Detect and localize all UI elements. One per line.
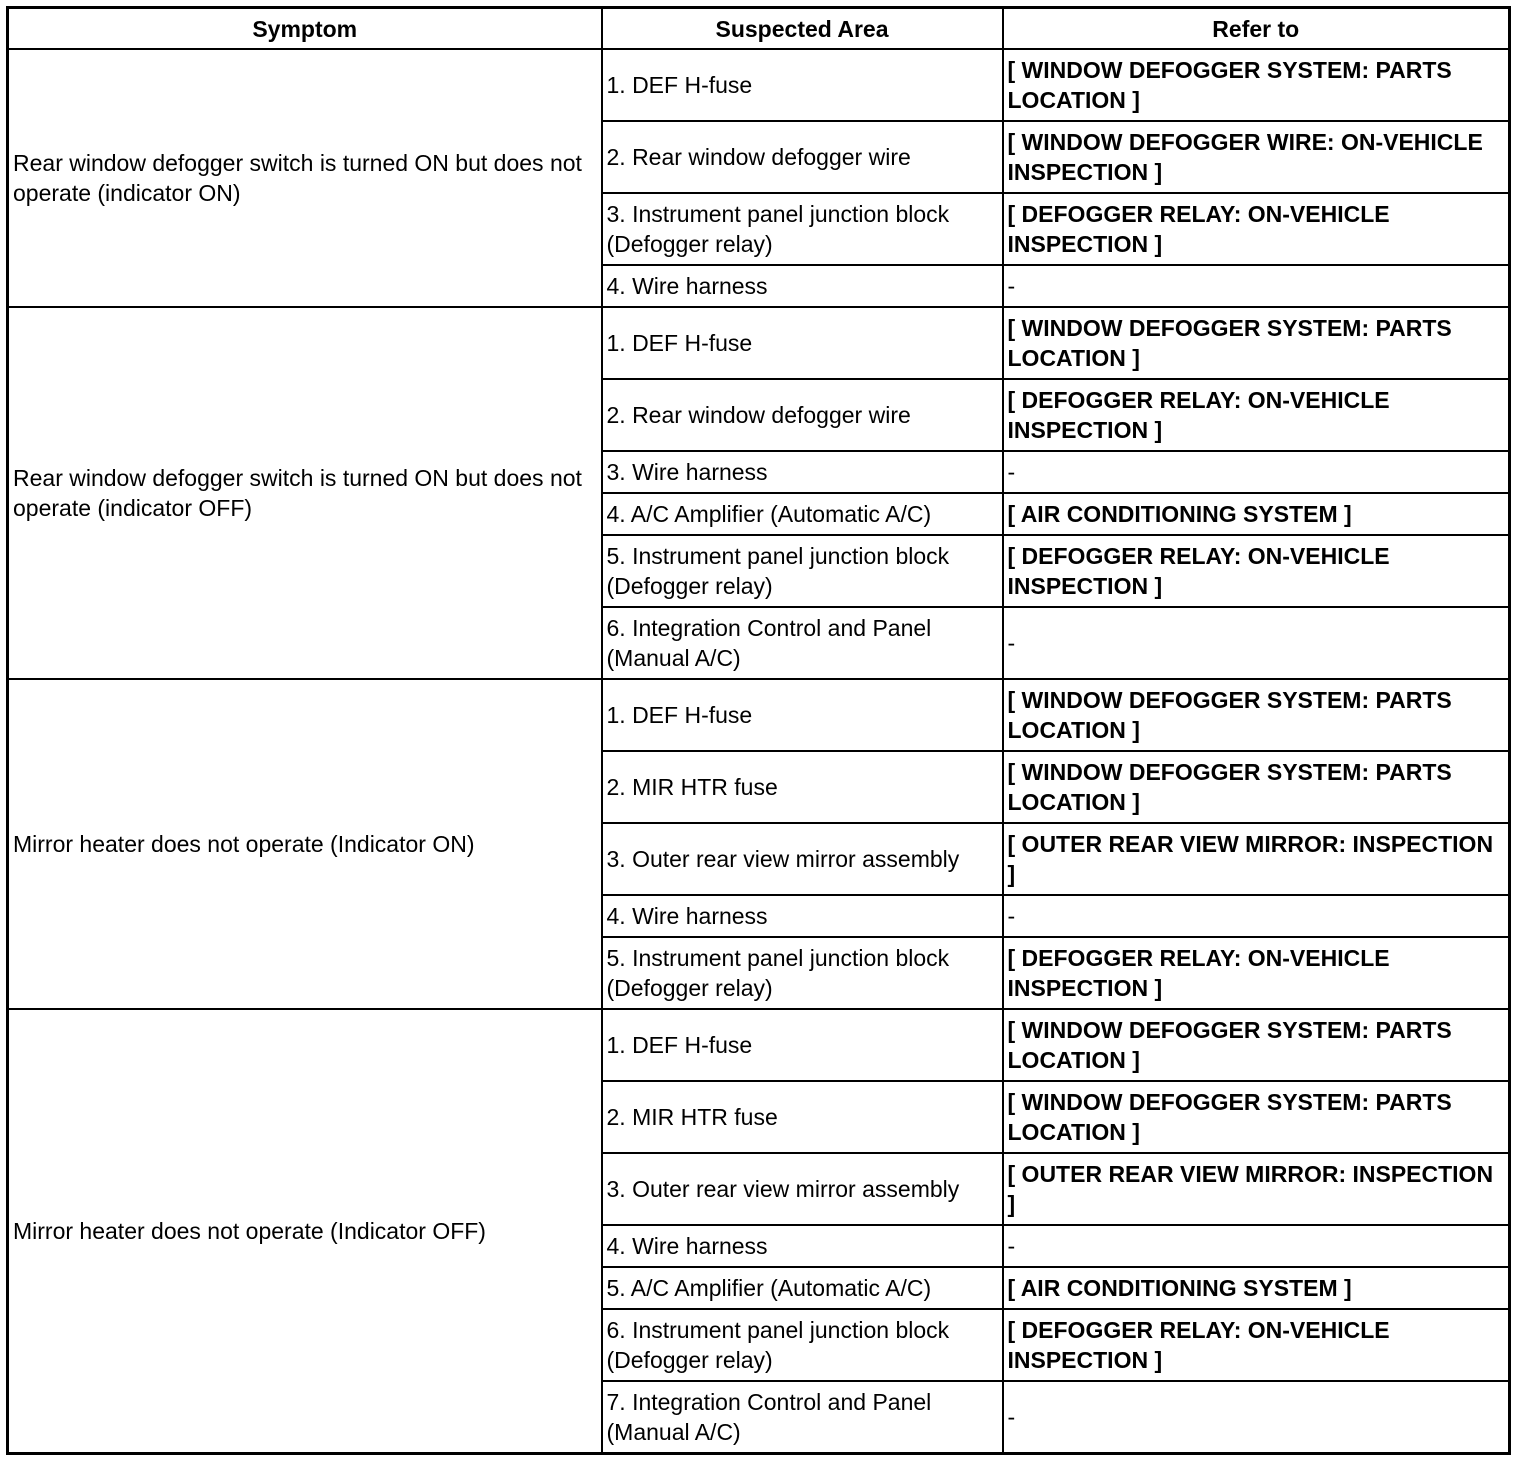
header-refer-to: Refer to [1003, 8, 1510, 50]
suspected-area-cell: 1. DEF H-fuse [602, 307, 1003, 379]
suspected-area-cell: 3. Outer rear view mirror assembly [602, 823, 1003, 895]
refer-to-cell: [ OUTER REAR VIEW MIRROR: INSPECTION ] [1003, 1153, 1510, 1225]
table-row [8, 679, 1510, 751]
suspected-area-cell: 2. Rear window defogger wire [602, 379, 1003, 451]
suspected-area-cell: 4. Wire harness [602, 265, 1003, 307]
suspected-area-cell: 5. Instrument panel junction block (Defogger relay) [602, 535, 1003, 607]
refer-to-cell: - [1003, 895, 1510, 937]
refer-to-cell: - [1003, 607, 1510, 679]
refer-to-cell: [ AIR CONDITIONING SYSTEM ] [1003, 493, 1510, 535]
header-row [8, 8, 1510, 50]
suspected-area-cell: 1. DEF H-fuse [602, 1009, 1003, 1081]
table-row [8, 307, 1510, 379]
suspected-area-cell: 7. Integration Control and Panel (Manual A/C) [602, 1381, 1003, 1453]
refer-to-cell: [ WINDOW DEFOGGER SYSTEM: PARTS LOCATION ] [1003, 1081, 1510, 1153]
table-row [8, 49, 1510, 121]
refer-to-cell: - [1003, 265, 1510, 307]
suspected-area-cell: 2. Rear window defogger wire [602, 121, 1003, 193]
header-symptom: Symptom [8, 8, 602, 50]
suspected-area-cell: 2. MIR HTR fuse [602, 751, 1003, 823]
suspected-area-cell: 5. A/C Amplifier (Automatic A/C) [602, 1267, 1003, 1309]
troubleshooting-table [6, 6, 1511, 1455]
suspected-area-cell: 3. Wire harness [602, 451, 1003, 493]
suspected-area-cell: 5. Instrument panel junction block (Defogger relay) [602, 937, 1003, 1009]
refer-to-cell: [ OUTER REAR VIEW MIRROR: INSPECTION ] [1003, 823, 1510, 895]
symptom-cell: Mirror heater does not operate (Indicator OFF) [8, 1009, 602, 1453]
refer-to-cell: [ DEFOGGER RELAY: ON-VEHICLE INSPECTION ] [1003, 937, 1510, 1009]
suspected-area-cell: 4. Wire harness [602, 895, 1003, 937]
refer-to-cell: [ WINDOW DEFOGGER WIRE: ON-VEHICLE INSPECTION ] [1003, 121, 1510, 193]
symptom-cell: Rear window defogger switch is turned ON but does not operate (indicator ON) [8, 49, 602, 307]
refer-to-cell: [ WINDOW DEFOGGER SYSTEM: PARTS LOCATION ] [1003, 1009, 1510, 1081]
suspected-area-cell: 1. DEF H-fuse [602, 49, 1003, 121]
suspected-area-cell: 4. Wire harness [602, 1225, 1003, 1267]
suspected-area-cell: 3. Outer rear view mirror assembly [602, 1153, 1003, 1225]
header-suspected-area: Suspected Area [602, 8, 1003, 50]
table-row [8, 1009, 1510, 1081]
suspected-area-cell: 6. Instrument panel junction block (Defogger relay) [602, 1309, 1003, 1381]
refer-to-cell: [ DEFOGGER RELAY: ON-VEHICLE INSPECTION ] [1003, 193, 1510, 265]
suspected-area-cell: 2. MIR HTR fuse [602, 1081, 1003, 1153]
symptom-cell: Mirror heater does not operate (Indicator ON) [8, 679, 602, 1009]
refer-to-cell: [ DEFOGGER RELAY: ON-VEHICLE INSPECTION ] [1003, 535, 1510, 607]
refer-to-cell: [ DEFOGGER RELAY: ON-VEHICLE INSPECTION ] [1003, 1309, 1510, 1381]
refer-to-cell: [ WINDOW DEFOGGER SYSTEM: PARTS LOCATION ] [1003, 307, 1510, 379]
suspected-area-cell: 4. A/C Amplifier (Automatic A/C) [602, 493, 1003, 535]
suspected-area-cell: 3. Instrument panel junction block (Defogger relay) [602, 193, 1003, 265]
refer-to-cell: - [1003, 1225, 1510, 1267]
refer-to-cell: - [1003, 451, 1510, 493]
refer-to-cell: [ WINDOW DEFOGGER SYSTEM: PARTS LOCATION ] [1003, 49, 1510, 121]
symptom-cell: Rear window defogger switch is turned ON but does not operate (indicator OFF) [8, 307, 602, 679]
refer-to-cell: - [1003, 1381, 1510, 1453]
suspected-area-cell: 6. Integration Control and Panel (Manual A/C) [602, 607, 1003, 679]
suspected-area-cell: 1. DEF H-fuse [602, 679, 1003, 751]
refer-to-cell: [ WINDOW DEFOGGER SYSTEM: PARTS LOCATION ] [1003, 751, 1510, 823]
refer-to-cell: [ WINDOW DEFOGGER SYSTEM: PARTS LOCATION ] [1003, 679, 1510, 751]
refer-to-cell: [ AIR CONDITIONING SYSTEM ] [1003, 1267, 1510, 1309]
refer-to-cell: [ DEFOGGER RELAY: ON-VEHICLE INSPECTION ] [1003, 379, 1510, 451]
